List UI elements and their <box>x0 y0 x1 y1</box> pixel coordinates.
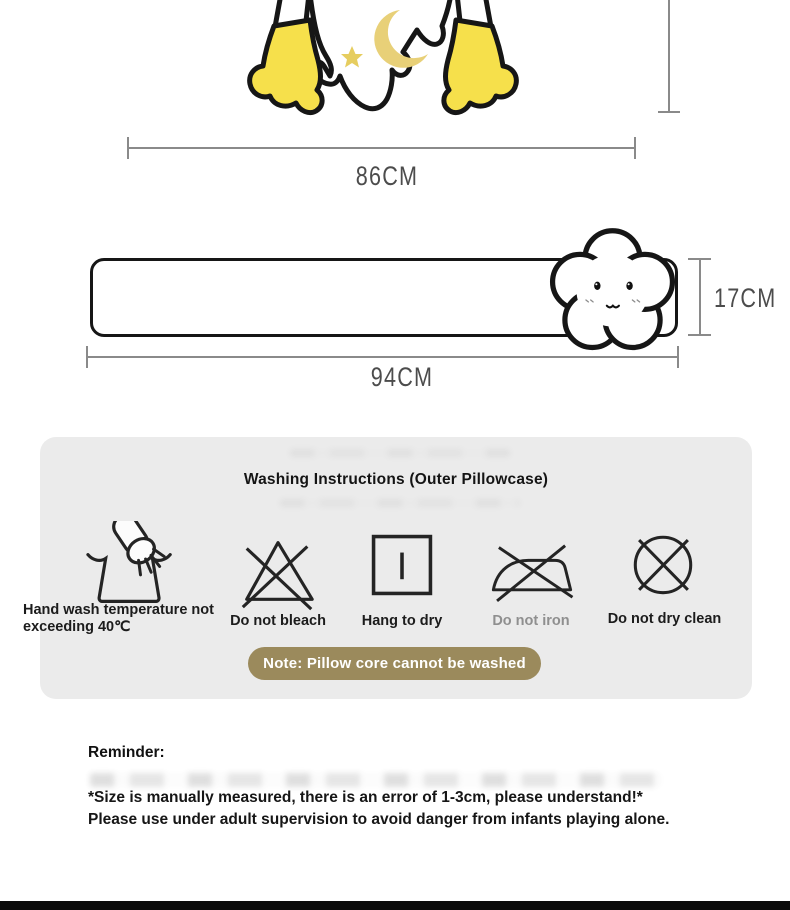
do-not-bleach-icon <box>234 525 322 613</box>
wash-label-do-not-bleach: Do not bleach <box>230 613 326 629</box>
dim-tick <box>677 346 679 368</box>
dim-tick <box>658 111 680 113</box>
ghost-text-artifact <box>280 499 520 507</box>
duck-right-foot <box>444 20 516 113</box>
dim-tick <box>86 346 88 368</box>
dimension-label-top-width: 86CM <box>355 161 419 191</box>
dimension-label-height: 17CM <box>714 283 777 313</box>
dim-tick <box>127 137 129 159</box>
do-not-dry-clean-icon <box>620 521 706 607</box>
reminder-heading: Reminder: <box>88 744 165 761</box>
ghost-text-artifact <box>90 773 662 787</box>
duck-right-leg <box>444 0 516 113</box>
dim-line-17cm <box>699 259 701 335</box>
wash-label-hand-wash: Hand wash temperature not exceeding 40℃ <box>23 602 214 635</box>
wash-label-do-not-iron: Do not iron <box>492 613 570 629</box>
duck-left-foot <box>250 20 322 113</box>
flower-plush-face <box>546 227 679 355</box>
do-not-iron-icon <box>486 523 578 607</box>
duck-plush-illustration <box>222 0 544 122</box>
dim-tick <box>688 334 711 336</box>
dim-tick <box>688 258 711 260</box>
hang-to-dry-icon <box>362 525 442 605</box>
wash-label-hang-to-dry: Hang to dry <box>361 613 443 629</box>
reminder-body: *Size is manually measured, there is an error of 1-3cm, please understand!* Please use under adult supervision to avoid danger from infants playing alone. <box>88 789 670 828</box>
hand-wash-icon <box>82 521 178 607</box>
note-badge: Note: Pillow core cannot be washed <box>248 647 541 680</box>
wash-label-do-not-dry-clean: Do not dry clean <box>607 611 722 627</box>
dim-tick <box>634 137 636 159</box>
dim-line-94cm <box>87 356 678 358</box>
washing-title: Washing Instructions (Outer Pillowcase) <box>243 471 549 488</box>
ghost-text-artifact <box>290 449 510 457</box>
dim-line-vertical-partial <box>668 0 670 112</box>
dim-line-86cm <box>128 147 635 149</box>
dimension-label-bottom-width: 94CM <box>370 362 434 392</box>
washing-instructions-panel <box>23 437 752 699</box>
section-divider-bar <box>0 901 790 910</box>
